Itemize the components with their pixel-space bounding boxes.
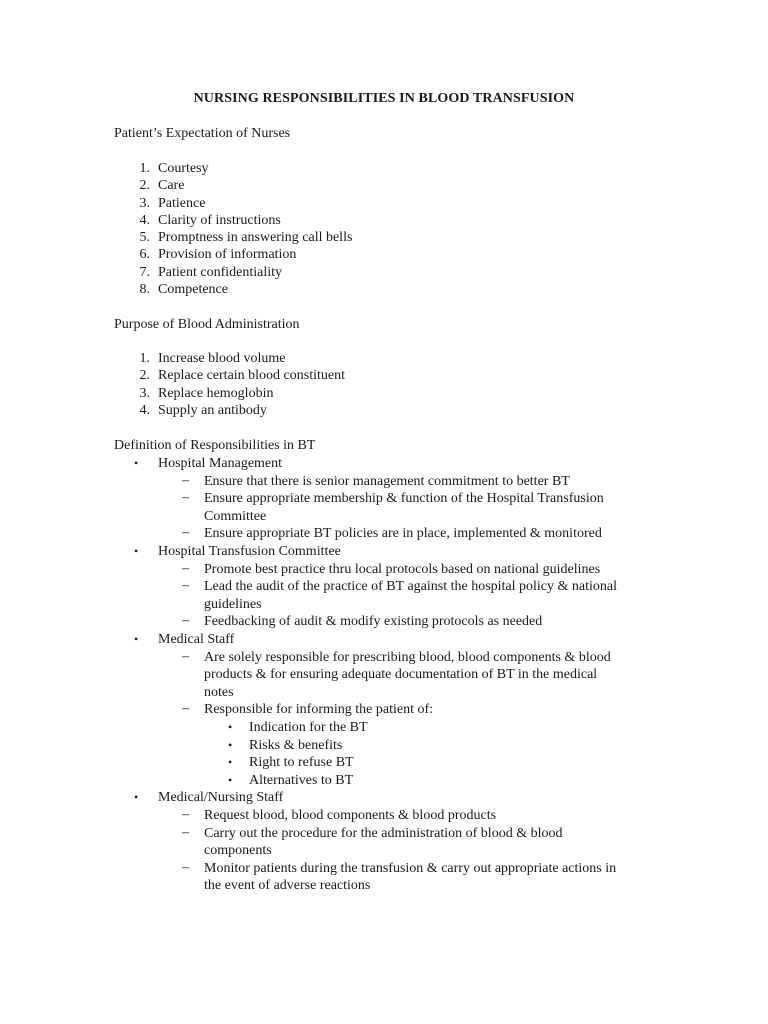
point-text: Ensure that there is senior management commitment to better BT (204, 473, 570, 489)
dash-marker: – (182, 490, 189, 506)
point-text: the event of adverse reactions (204, 878, 371, 894)
item-text: Supply an antibody (158, 402, 267, 418)
item-number: 3. (139, 385, 150, 401)
dash-marker: – (182, 701, 189, 717)
item-number: 1. (139, 161, 150, 176)
item-number: 5. (139, 230, 150, 246)
item-number: 8. (139, 282, 150, 298)
group-label: Hospital Transfusion Committee (158, 544, 341, 559)
item-number: 2. (139, 368, 150, 384)
point-text: Carry out the procedure for the administration of blood & blood (204, 825, 563, 841)
point-text: Responsible for informing the patient of: (204, 702, 434, 718)
dash-marker: – (182, 824, 189, 840)
sub-bullet-marker: • (228, 737, 233, 752)
item-text: Patience (158, 195, 206, 211)
point-text: notes (204, 684, 234, 700)
dash-marker: – (182, 525, 189, 541)
subpoint-text: Risks & benefits (249, 737, 343, 753)
point-text: Feedbacking of audit & modify existing protocols as needed (204, 614, 543, 630)
sub-bullet-marker: • (228, 720, 233, 734)
point-text: components (204, 843, 272, 859)
section-heading-purpose: Purpose of Blood Administration (114, 317, 300, 332)
subpoint-text: Right to refuse BT (249, 755, 354, 771)
item-text: Replace certain blood constituent (158, 368, 345, 384)
dash-marker: – (182, 859, 189, 875)
bullet-marker: • (134, 790, 139, 805)
item-number: 7. (139, 264, 150, 280)
dash-marker: – (182, 472, 189, 488)
point-text: Ensure appropriate BT policies are in place, implemented & monitored (204, 526, 602, 542)
item-text: Care (158, 178, 185, 194)
sub-bullet-marker: • (228, 772, 233, 787)
subpoint-text: Indication for the BT (249, 720, 368, 735)
item-text: Promptness in answering call bells (158, 230, 353, 246)
bullet-marker: • (134, 544, 139, 558)
item-text: Competence (158, 282, 228, 298)
dash-marker: – (182, 560, 189, 576)
item-number: 4. (139, 402, 150, 418)
section-heading-definitions: Definition of Responsibilities in BT (114, 438, 316, 453)
point-text: Monitor patients during the transfusion & carry out appropriate actions in (204, 860, 617, 876)
dash-marker: – (182, 807, 189, 822)
item-text: Replace hemoglobin (158, 385, 274, 401)
sub-bullet-marker: • (228, 755, 233, 770)
point-text: Promote best practice thru local protocols based on national guidelines (204, 561, 601, 577)
dash-marker: – (182, 578, 189, 594)
section-heading-expectations: Patient’s Expectation of Nurses (114, 126, 291, 141)
document-title: NURSING RESPONSIBILITIES IN BLOOD TRANSFUSION (193, 91, 575, 106)
dash-marker: – (182, 648, 189, 664)
item-number: 6. (139, 247, 150, 263)
bullet-marker: • (134, 632, 139, 646)
item-number: 4. (139, 212, 150, 228)
point-text: guidelines (204, 596, 262, 612)
item-text: Courtesy (158, 161, 209, 176)
point-text: products & for ensuring adequate documentation of BT in the medical (204, 667, 598, 683)
group-label: Hospital Management (158, 456, 283, 471)
point-text: Lead the audit of the practice of BT against the hospital policy & national (204, 579, 618, 595)
point-text: Are solely responsible for prescribing blood, blood components & blood (204, 649, 611, 665)
item-number: 3. (139, 195, 150, 211)
subpoint-text: Alternatives to BT (249, 772, 354, 788)
bullet-marker: • (134, 456, 139, 470)
item-text: Increase blood volume (158, 351, 286, 366)
item-text: Clarity of instructions (158, 212, 281, 228)
dash-marker: – (182, 613, 189, 629)
item-number: 1. (139, 351, 150, 366)
item-number: 2. (139, 178, 150, 194)
item-text: Provision of information (158, 247, 297, 263)
group-label: Medical/Nursing Staff (158, 790, 284, 806)
group-label: Medical Staff (158, 632, 235, 647)
point-text: Ensure appropriate membership & function of the Hospital Transfusion (204, 491, 604, 507)
point-text: Committee (204, 508, 267, 524)
item-text: Patient confidentiality (158, 264, 283, 280)
point-text: Request blood, blood components & blood products (204, 808, 497, 823)
